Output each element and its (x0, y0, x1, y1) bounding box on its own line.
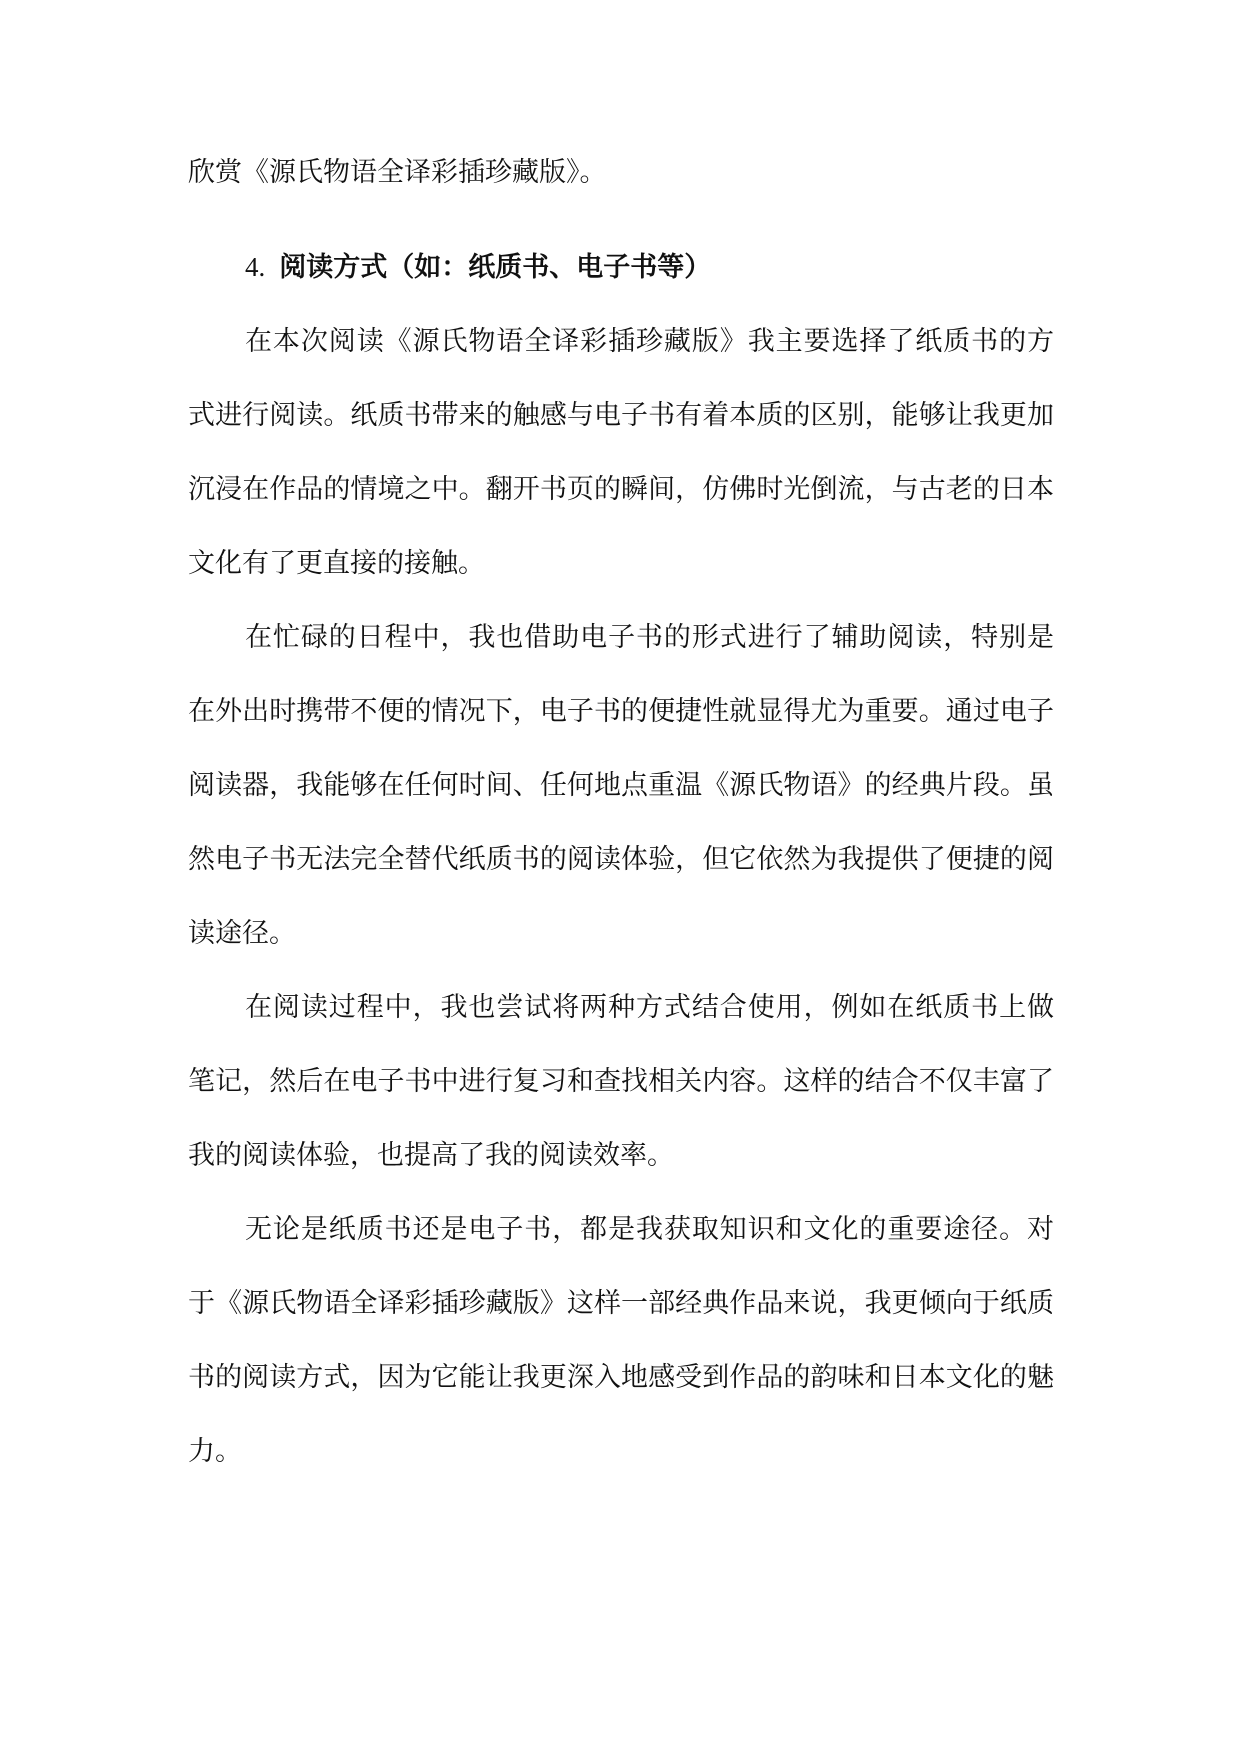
paragraph-ebook-reading: 在忙碌的日程中，我也借助电子书的形式进行了辅助阅读，特别是在外出时携带不便的情况下，电子书的便捷性就显得尤为重要。通过电子阅读器，我能够在任何时间、任何地点重温《源氏物语》的经典片段。虽然电子书无法完全替代纸质书的阅读体验，但它依然为我提供了便捷的阅读途径。 (188, 622, 1054, 949)
section-heading (188, 230, 1054, 305)
document-body (188, 136, 1054, 1489)
paragraph-paper-reading: 在本次阅读《源氏物语全译彩插珍藏版》我主要选择了纸质书的方式进行阅读。纸质书带来的触感与电子书有着本质的区别，能够让我更加沉浸在作品的情境之中。翻开书页的瞬间，仿佛时光倒流，与古老的日本文化有了更直接的接触。 (188, 326, 1054, 579)
paragraph-combined-reading: 在阅读过程中，我也尝试将两种方式结合使用，例如在纸质书上做笔记，然后在电子书中进行复习和查找相关内容。这样的结合不仅丰富了我的阅读体验，也提高了我的阅读效率。 (188, 992, 1054, 1171)
paragraph-conclusion: 无论是纸质书还是电子书，都是我获取知识和文化的重要途径。对于《源氏物语全译彩插珍藏版》这样一部经典作品来说，我更倾向于纸质书的阅读方式，因为它能让我更深入地感受到作品的韵味和日本文化的魅力。 (188, 1214, 1054, 1467)
continuation-paragraph: 欣赏《源氏物语全译彩插珍藏版》。 (188, 157, 607, 188)
section-number: 4. (245, 252, 266, 282)
section-title: 阅读方式（如：纸质书、电子书等） (279, 252, 712, 283)
